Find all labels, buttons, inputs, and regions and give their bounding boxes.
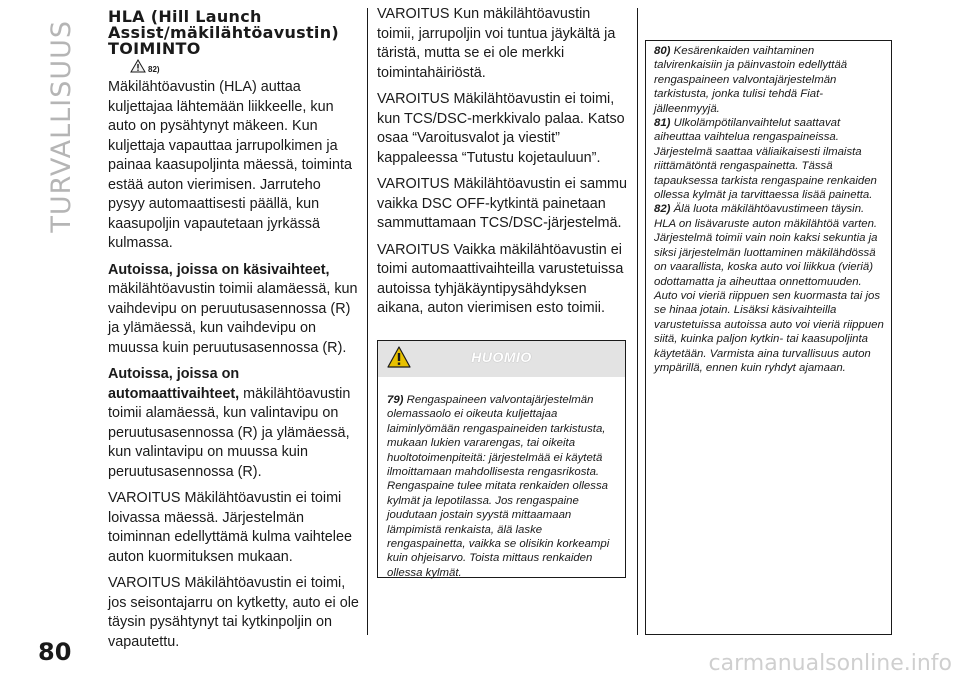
automatic-transmission-text: mäkilähtöavustin toimii alamäessä, kun valintavipu on peruutusasennossa (R) ja ylämäessä, kun valintavipu on muussa kuin peruutusasennossa (R). <box>108 385 351 480</box>
column-divider-right <box>637 8 638 635</box>
warning-paragraph: VAROITUS Kun mäkilähtöavustin toimii, jarrupoljin voi tuntua jäykältä ja täristä, mutta se ei ole merkki toimintahäiriöstä. <box>377 6 616 81</box>
huomio-title: HUOMIO <box>471 349 532 365</box>
manual-transmission-text: mäkilähtöavustin toimii alamäessä, kun vaihdevipu on peruutusasennossa (R) ja ylämäessä, kun vaihdevipu on muussa kuin peruutusasennossa (R). <box>108 281 358 356</box>
note-79 <box>387 393 618 580</box>
huomio-header <box>378 341 625 377</box>
section-tab: TURVALLISUUS <box>46 20 77 233</box>
huomio-box <box>377 340 626 578</box>
heading-line-1: HLA (Hill Launch <box>108 7 262 26</box>
warning-reference <box>130 63 360 76</box>
warning-paragraph: VAROITUS Mäkilähtöavustin ei toimi, jos seisontajarru on kytketty, auto ei ole täysin pysähtynyt tai kytkinpoljin on vapautettu. <box>108 575 359 650</box>
huomio-body <box>378 377 625 580</box>
page-number: 80 <box>38 638 72 666</box>
warning-triangle-icon <box>130 59 146 73</box>
automatic-transmission-label: Autoissa, joissa on automaattivaihteet, <box>108 366 240 402</box>
warning-paragraph: VAROITUS Vaikka mäkilähtöavustin ei toimi automaattivaihteilla varustetuissa autoissa tyhjäkäyntipysähdyksen aikana, auton vierimisen esto toimii. <box>377 241 624 316</box>
reference-number: 82) <box>148 65 160 74</box>
note-text: Ulkolämpötilanvaihtelut saattavat aiheuttaa vaihtelua rengaspaineissa. Järjestelmä saattaa väliaikaisesti ilmaista riittämätöntä rengaspainetta. Tässä tapauksessa tarkista rengaspaine renkaiden ollessa kylmät ja tarvittaessa lisää painetta. <box>654 117 877 202</box>
heading-line-3: TOIMINTO <box>108 39 201 58</box>
warning-paragraph: VAROITUS Mäkilähtöavustin ei toimi, kun TCS/DSC-merkkivalo palaa. Katso osaa “Varoitusvalot ja viestit” kappaleessa “Tutustu kojetauluun”. <box>377 91 625 166</box>
manual-transmission-paragraph <box>108 261 360 359</box>
note-text: Rengaspaineen valvontajärjestelmän olemassaolo ei oikeuta kuljettajaa laiminlyömään rengaspaineiden tarkistusta, mukaan lukien vararengas, tai oikeita huoltotoimenpiteitä: järjestelmää ei käytetä ilmoittamaan mahdollisesta rengasrikosta. Rengaspaine tulee mitata renkaiden ollessa kylmät ja lepotilassa. Jos rengaspaine joudutaan jostain syystä mittaamaan lämpimistä renkaista, älä laske rengaspainetta, vaikka se olisikin korkeampi kuin ohjeisarvo. Toista mittaus renkaiden ollessa kylmät. <box>387 394 610 579</box>
column-divider-left <box>367 8 368 635</box>
note-82 <box>654 202 885 375</box>
manual-transmission-label: Autoissa, joissa on käsivaihteet, <box>108 261 330 278</box>
note-text: Kesärenkaiden vaihtaminen talvirenkaisiin ja päinvastoin edellyttää rengaspaineen valvontajärjestelmän tarkistusta, jonka tulisi tehdä Fiat-jälleenmyyjä. <box>654 45 848 115</box>
note-number: 80) <box>654 45 671 57</box>
watermark: carmanualsonline.info <box>708 651 952 676</box>
automatic-transmission-paragraph <box>108 365 360 482</box>
section-heading <box>108 9 360 57</box>
intro-paragraph: Mäkilähtöavustin (HLA) auttaa kuljettajaa lähtemään liikkeelle, kun auto on pysähtynyt mäkeen. Kun kuljettaja vapauttaa jarrupolkimen ja painaa kaasupoljinta mäessä, toiminta estää auton vierimisen. Jarruteho pysyy automaattisesti päällä, kun kaasupoljin vapautetaan jyrkässä kulmassa. <box>108 79 352 251</box>
note-number: 81) <box>654 117 671 130</box>
column-2 <box>377 5 629 326</box>
note-number: 82) <box>654 203 671 216</box>
note-81 <box>654 116 885 202</box>
warning-paragraph: VAROITUS Mäkilähtöavustin ei toimi loivassa mäessä. Järjestelmän toiminnan edellyttämä kulma vaihtelee auton kuormituksen mukaan. <box>108 490 352 565</box>
notes-box <box>645 40 892 635</box>
column-1 <box>108 9 360 659</box>
heading-line-2: Assist/mäkilähtöavustin) <box>108 23 340 42</box>
warning-paragraph: VAROITUS Mäkilähtöavustin ei sammu vaikka DSC OFF-kytkintä painetaan sammuttamaan TCS/DSC-järjestelmä. <box>377 176 628 231</box>
note-text: Älä luota mäkilähtöavustimeen täysin. HLA on lisävaruste auton mäkilähtöä varten. Järjestelmä toimii vain noin kaksi sekuntia ja siksi järjestelmän luottaminen mäkilähdössä on vaarallista, koska auto voi liikkua (vieriä) odottamatta ja aiheuttaa onnettomuuden. Auto voi vieriä riippuen sen kuormasta tai jos se hinaa jotain. Lisäksi käsivaihteilla varustetuissa autoissa auto voi vieriä riippuen siitä, kuinka paljon kytkin- tai kaasupoljinta käytetään. Varmista aina turvallisuus auton ympärillä, ennen kuin ryhdyt ajamaan. <box>654 203 884 374</box>
note-number: 79) <box>387 394 404 406</box>
note-80 <box>654 44 885 116</box>
